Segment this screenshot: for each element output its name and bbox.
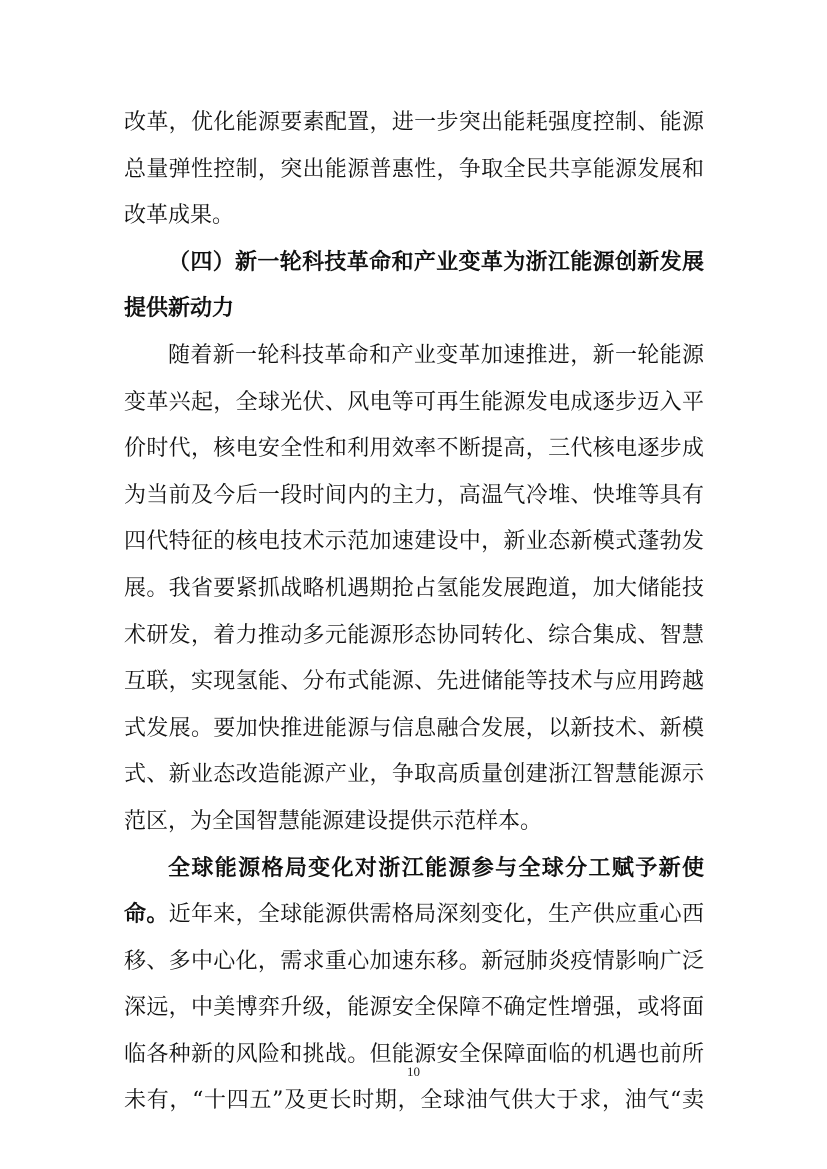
text-line: 改革成果。	[124, 203, 235, 229]
document-body	[124, 100, 704, 1125]
paragraph-line	[124, 892, 704, 939]
paragraph-line: 深远，中美博弈升级，能源安全保障不确定性增强，或将面	[124, 995, 704, 1021]
text-line: 改革，优化能源要素配置，进一步突出能耗强度控制、能源	[124, 110, 704, 135]
paragraph-line: 展。我省要紧抓战略机遇期抢占氢能发展跑道，加大储能技	[124, 575, 704, 601]
text-line: 总量弹性控制，突出能源普惠性，争取全民共享能源发展和	[124, 156, 704, 182]
paragraph-line: 为当前及今后一段时间内的主力，高温气冷堆、快堆等具有	[124, 482, 704, 508]
paragraph-line: 范区，为全国智慧能源建设提供示范样本。	[124, 808, 543, 834]
paragraph-line-rest: 近年来，全球能源供需格局深刻变化，生产供应重心西	[168, 902, 704, 928]
paragraph-line: 四代特征的核电技术示范加速建设中，新业态新模式蓬勃发	[124, 529, 704, 555]
paragraph-line: 式、新业态改造能源产业，争取高质量创建浙江智慧能源示	[124, 762, 704, 788]
paragraph-lead-bold-end: 命。	[124, 902, 169, 928]
page-number: 10	[407, 1064, 420, 1079]
paragraph-line: 价时代，核电安全性和利用效率不断提高，三代核电逐步成	[124, 436, 704, 462]
paragraph-line: 术研发，着力推动多元能源形态协同转化、综合集成、智慧	[124, 622, 704, 648]
paragraph-line: 随着新一轮科技革命和产业变革加速推进，新一轮能源	[168, 342, 704, 368]
paragraph-line: 变革兴起，全球光伏、风电等可再生能源发电成逐步迈入平	[124, 389, 704, 415]
section-heading: （四）新一轮科技革命和产业变革为浙江能源创新发展	[168, 249, 704, 275]
paragraph-line: 未有，“十四五”及更长时期，全球油气供大于求，油气“卖	[124, 1088, 704, 1114]
paragraph-line: 式发展。要加快推进能源与信息融合发展，以新技术、新模	[124, 715, 704, 741]
paragraph-lead-bold: 全球能源格局变化对浙江能源参与全球分工赋予新使	[168, 855, 704, 881]
section-heading-continuation: 提供新动力	[124, 296, 235, 322]
paragraph-line: 互联，实现氢能、分布式能源、先进储能等技术与应用跨越	[124, 669, 704, 695]
paragraph-line: 临各种新的风险和挑战。但能源安全保障面临的机遇也前所	[124, 1041, 704, 1067]
paragraph-line: 移、多中心化，需求重心加速东移。新冠肺炎疫情影响广泛	[124, 948, 704, 974]
